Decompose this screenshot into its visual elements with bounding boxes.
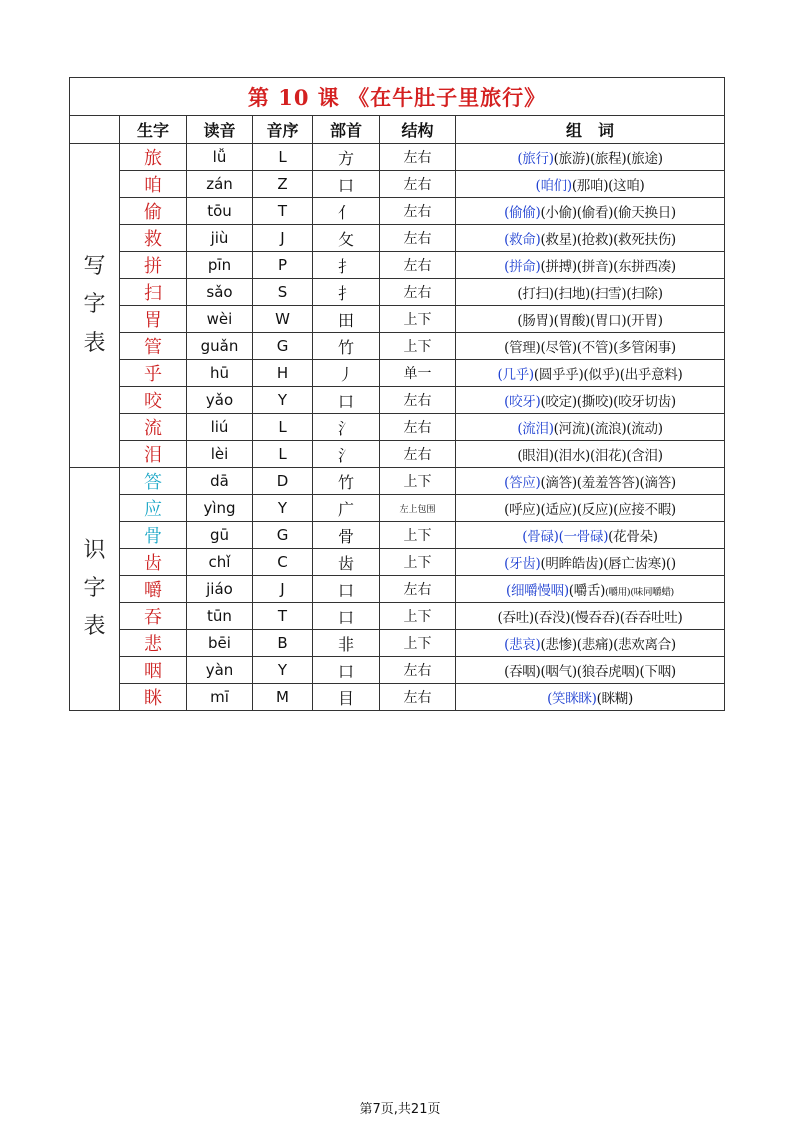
words-cell [456, 144, 725, 171]
words-cell [456, 576, 725, 603]
title-cell [70, 78, 725, 116]
radical-cell: 氵 [313, 414, 380, 441]
order-cell: L [253, 441, 313, 468]
radical-cell: 非 [313, 630, 380, 657]
order-cell: W [253, 306, 313, 333]
words-highlight: (细嚼慢咽) [506, 583, 569, 599]
pinyin-cell: liú [187, 414, 253, 441]
words-text: (圆乎乎)(似乎)(出乎意料) [533, 367, 683, 383]
radical-cell: 口 [313, 603, 380, 630]
pinyin-cell: guǎn [187, 333, 253, 360]
vocabulary-table [69, 77, 725, 711]
pinyin-cell: jiù [187, 225, 253, 252]
words-highlight: (旅行) [517, 151, 554, 167]
section-label-char: 字 [83, 575, 106, 601]
table-row [70, 198, 725, 225]
section-label-char: 字 [83, 292, 106, 318]
structure-cell: 左右 [380, 198, 456, 225]
table-row [70, 171, 725, 198]
words-cell [456, 252, 725, 279]
pinyin-cell: tūn [187, 603, 253, 630]
words-cell [456, 306, 725, 333]
order-cell: B [253, 630, 313, 657]
section-label-char: 写 [83, 254, 106, 280]
structure-cell: 上下 [380, 603, 456, 630]
words-highlight: (咬牙) [504, 394, 541, 410]
char-cell: 偷 [120, 198, 187, 225]
structure-cell: 上下 [380, 630, 456, 657]
char-cell: 应 [120, 495, 187, 522]
words-cell [456, 441, 725, 468]
section-label-write [70, 144, 120, 468]
radical-cell: 广 [313, 495, 380, 522]
words-text: (明眸皓齿)(唇亡齿寒)() [540, 556, 676, 572]
pinyin-cell: yìng [187, 495, 253, 522]
order-cell: Y [253, 657, 313, 684]
radical-cell: 氵 [313, 441, 380, 468]
words-highlight: (答应) [504, 475, 541, 491]
radical-cell: 扌 [313, 279, 380, 306]
order-cell: L [253, 144, 313, 171]
words-text: (拼搏)(拼音)(东拼西凑) [540, 259, 676, 275]
char-cell: 嚼 [120, 576, 187, 603]
radical-cell: 方 [313, 144, 380, 171]
radical-cell: 骨 [313, 522, 380, 549]
section-label-char: 表 [83, 330, 106, 356]
char-cell: 骨 [120, 522, 187, 549]
char-cell: 流 [120, 414, 187, 441]
words-cell [456, 495, 725, 522]
header-char: 生字 [120, 116, 187, 144]
char-cell: 拼 [120, 252, 187, 279]
words-cell [456, 387, 725, 414]
order-cell: S [253, 279, 313, 306]
words-highlight: (咱们) [535, 178, 572, 194]
radical-cell: 目 [313, 684, 380, 711]
char-cell: 乎 [120, 360, 187, 387]
char-cell: 胃 [120, 306, 187, 333]
header-structure: 结构 [380, 116, 456, 144]
order-cell: P [253, 252, 313, 279]
structure-cell: 左右 [380, 144, 456, 171]
header-order: 音序 [253, 116, 313, 144]
radical-cell: 竹 [313, 333, 380, 360]
words-highlight: (悲哀) [504, 637, 541, 653]
structure-cell: 左右 [380, 387, 456, 414]
pinyin-cell: lǚ [187, 144, 253, 171]
words-text: (悲惨)(悲痛)(悲欢离合) [540, 637, 676, 653]
radical-cell: 田 [313, 306, 380, 333]
order-cell: H [253, 360, 313, 387]
words-cell [456, 603, 725, 630]
order-cell: Y [253, 495, 313, 522]
char-cell: 悲 [120, 630, 187, 657]
radical-cell: 亻 [313, 198, 380, 225]
pinyin-cell: bēi [187, 630, 253, 657]
structure-cell: 单一 [380, 360, 456, 387]
structure-cell: 上下 [380, 468, 456, 495]
structure-cell: 左右 [380, 657, 456, 684]
order-cell: C [253, 549, 313, 576]
page-footer: 第7页,共21页 [359, 1102, 441, 1117]
pinyin-cell: tōu [187, 198, 253, 225]
table-row [70, 279, 725, 306]
words-cell [456, 522, 725, 549]
radical-cell: 口 [313, 657, 380, 684]
words-cell [456, 684, 725, 711]
words-text: (小偷)(偷看)(偷天换日) [540, 205, 676, 221]
page-title: 第 10 课 《在牛肚子里旅行》 [247, 84, 547, 110]
structure-cell: 左右 [380, 225, 456, 252]
words-small-text: (嚼用)(味同嚼蜡) [605, 587, 674, 598]
words-cell [456, 279, 725, 306]
table-row [70, 144, 725, 171]
section-label-char: 表 [83, 614, 106, 640]
structure-cell: 上下 [380, 333, 456, 360]
words-highlight: (流泪) [517, 421, 554, 437]
char-cell: 管 [120, 333, 187, 360]
words-highlight: (骨碌)(一骨碌) [522, 529, 609, 545]
radical-cell: 扌 [313, 252, 380, 279]
section-label-recognize [70, 468, 120, 711]
words-text: (肠胃)(胃酸)(胃口)(开胃) [517, 313, 663, 329]
table-row [70, 684, 725, 711]
pinyin-cell: jiáo [187, 576, 253, 603]
table-row [70, 360, 725, 387]
char-cell: 旅 [120, 144, 187, 171]
char-cell: 咬 [120, 387, 187, 414]
pinyin-cell: gū [187, 522, 253, 549]
radical-cell: 口 [313, 387, 380, 414]
radical-cell: 攵 [313, 225, 380, 252]
words-highlight: (救命) [504, 232, 541, 248]
pinyin-cell: chǐ [187, 549, 253, 576]
pinyin-cell: yǎo [187, 387, 253, 414]
words-text: (那咱)(这咱) [571, 178, 645, 194]
table-row [70, 387, 725, 414]
header-pinyin: 读音 [187, 116, 253, 144]
words-cell [456, 468, 725, 495]
words-highlight: (偷偷) [504, 205, 541, 221]
structure-cell: 上下 [380, 522, 456, 549]
words-cell [456, 171, 725, 198]
radical-cell: 口 [313, 171, 380, 198]
char-cell: 眯 [120, 684, 187, 711]
table-row [70, 252, 725, 279]
table-row [70, 603, 725, 630]
words-cell [456, 225, 725, 252]
structure-cell: 左右 [380, 252, 456, 279]
order-cell: D [253, 468, 313, 495]
radical-cell: 口 [313, 576, 380, 603]
table-row [70, 630, 725, 657]
char-cell: 咽 [120, 657, 187, 684]
radical-cell: 丿 [313, 360, 380, 387]
char-cell: 咱 [120, 171, 187, 198]
order-cell: T [253, 198, 313, 225]
char-cell: 扫 [120, 279, 187, 306]
radical-cell: 齿 [313, 549, 380, 576]
table-row [70, 225, 725, 252]
header-row [70, 116, 725, 144]
order-cell: Z [253, 171, 313, 198]
order-cell: Y [253, 387, 313, 414]
words-highlight: (笑眯眯) [547, 691, 597, 707]
words-text: (眯糊) [596, 691, 633, 707]
words-cell [456, 360, 725, 387]
words-text: (呼应)(适应)(反应)(应接不暇) [504, 502, 676, 518]
table-row [70, 549, 725, 576]
structure-cell: 左右 [380, 684, 456, 711]
words-text: (打扫)(扫地)(扫雪)(扫除) [517, 286, 663, 302]
words-cell [456, 414, 725, 441]
table-row [70, 441, 725, 468]
pinyin-cell: yàn [187, 657, 253, 684]
order-cell: J [253, 576, 313, 603]
pinyin-cell: pīn [187, 252, 253, 279]
order-cell: T [253, 603, 313, 630]
header-words: 组 词 [456, 116, 725, 144]
table-row [70, 657, 725, 684]
char-cell: 吞 [120, 603, 187, 630]
pinyin-cell: hū [187, 360, 253, 387]
words-highlight: (牙齿) [504, 556, 541, 572]
pinyin-cell: dā [187, 468, 253, 495]
structure-cell: 上下 [380, 549, 456, 576]
words-text: (吞咽)(咽气)(狼吞虎咽)(下咽) [504, 664, 676, 680]
words-cell [456, 333, 725, 360]
order-cell: G [253, 333, 313, 360]
words-text: (救星)(抢救)(救死扶伤) [540, 232, 676, 248]
table-row [70, 576, 725, 603]
words-text: (河流)(流浪)(流动) [553, 421, 663, 437]
structure-cell: 左右 [380, 441, 456, 468]
title-row [70, 78, 725, 116]
words-text: (吞吐)(吞没)(慢吞吞)(吞吞吐吐) [497, 610, 683, 626]
table-row [70, 414, 725, 441]
structure-cell: 左右 [380, 279, 456, 306]
order-cell: G [253, 522, 313, 549]
char-cell: 答 [120, 468, 187, 495]
order-cell: J [253, 225, 313, 252]
words-text: (嚼舌) [568, 583, 606, 599]
table-row [70, 522, 725, 549]
pinyin-cell: mī [187, 684, 253, 711]
words-text: (咬定)(撕咬)(咬牙切齿) [540, 394, 676, 410]
order-cell: L [253, 414, 313, 441]
words-cell [456, 549, 725, 576]
words-cell [456, 630, 725, 657]
char-cell: 齿 [120, 549, 187, 576]
structure-cell: 左上包围 [380, 495, 456, 522]
pinyin-cell: wèi [187, 306, 253, 333]
table-row [70, 495, 725, 522]
words-highlight: (几乎) [497, 367, 534, 383]
table-row [70, 333, 725, 360]
header-radical: 部首 [313, 116, 380, 144]
header-blank [70, 116, 120, 144]
structure-cell: 上下 [380, 306, 456, 333]
section-label-char: 识 [83, 537, 106, 563]
words-highlight: (拼命) [504, 259, 541, 275]
words-text: (花骨朵) [608, 529, 658, 545]
char-cell: 泪 [120, 441, 187, 468]
table-row [70, 306, 725, 333]
pinyin-cell: zán [187, 171, 253, 198]
words-cell [456, 198, 725, 225]
words-cell [456, 657, 725, 684]
pinyin-cell: lèi [187, 441, 253, 468]
table-row [70, 468, 725, 495]
words-text: (旅游)(旅程)(旅途) [553, 151, 663, 167]
structure-cell: 左右 [380, 414, 456, 441]
structure-cell: 左右 [380, 576, 456, 603]
radical-cell: 竹 [313, 468, 380, 495]
words-text: (滴答)(羞羞答答)(滴答) [540, 475, 676, 491]
char-cell: 救 [120, 225, 187, 252]
order-cell: M [253, 684, 313, 711]
words-text: (眼泪)(泪水)(泪花)(含泪) [517, 448, 663, 464]
pinyin-cell: sǎo [187, 279, 253, 306]
structure-cell: 左右 [380, 171, 456, 198]
words-text: (管理)(尽管)(不管)(多管闲事) [504, 340, 676, 356]
